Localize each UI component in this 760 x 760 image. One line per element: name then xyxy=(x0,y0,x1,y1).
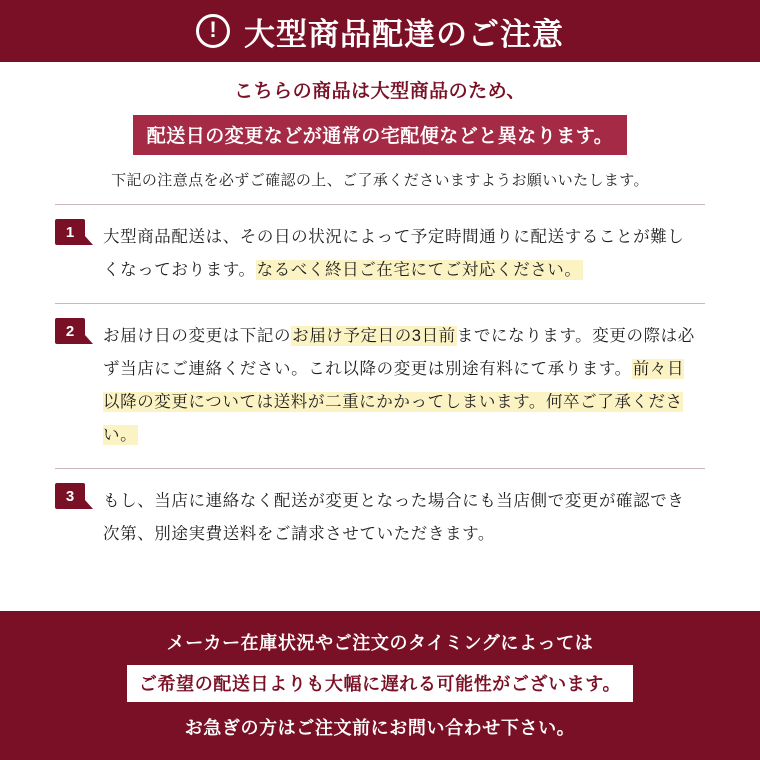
note-text xyxy=(103,221,697,287)
note-segment: までになります。変更の際は必ず当店にご連絡ください。これ以降の変更は別途有料にて承ります。 xyxy=(103,327,695,378)
intro-line-3: 下記の注意点を必ずご確認の上、ご了承くださいますようお願いいたします。 xyxy=(111,172,649,189)
note-text xyxy=(103,485,697,551)
list-item xyxy=(55,304,705,469)
list-item xyxy=(55,469,705,567)
notes-list xyxy=(55,204,705,567)
footer-line-2-wrap xyxy=(0,665,760,702)
note-segment-highlight: なるべく終日ご在宅にてご対応ください。 xyxy=(256,261,582,279)
note-segment-highlight: お届け予定日の3日前 xyxy=(292,327,456,345)
page-footer xyxy=(0,611,760,760)
footer-line-3: お急ぎの方はご注文前にお問い合わせ下さい。 xyxy=(184,718,576,738)
note-segment-highlight: 前々日以降の変更については送料が二重にかかってしまいます。何卒ご了承ください。 xyxy=(103,360,685,444)
intro-line-2-banner: 配送日の変更などが通常の宅配便などと異なります。 xyxy=(133,115,627,155)
note-segment: もし、当店に連絡なく配送が変更となった場合にも当店側で変更が確認でき次第、別途実費送料をご請求させていただきます。 xyxy=(103,492,685,543)
page-title: 大型商品配達のご注意 xyxy=(244,16,564,52)
note-badge: 3 xyxy=(55,483,85,509)
note-segment: 大型商品配送は、その日の状況によって予定時間通りに配送することが難しくなっております。 xyxy=(103,228,685,279)
note-badge: 2 xyxy=(55,318,85,344)
footer-line-1: メーカー在庫状況やご注文のタイミングによっては xyxy=(166,633,594,653)
intro-line-1: こちらの商品は大型商品のため、 xyxy=(234,81,526,102)
note-segment: お届け日の変更は下記の xyxy=(103,327,292,345)
footer-line-2-banner: ご希望の配送日よりも大幅に遅れる可能性がございます。 xyxy=(127,665,633,702)
exclamation-glyph: ! xyxy=(209,17,217,42)
note-text xyxy=(103,320,697,452)
intro-line-2-wrap xyxy=(0,115,760,155)
list-item xyxy=(55,205,705,304)
intro-block xyxy=(0,62,760,190)
exclamation-circle-icon xyxy=(196,14,230,48)
note-badge: 1 xyxy=(55,219,85,245)
page-header xyxy=(0,0,760,62)
